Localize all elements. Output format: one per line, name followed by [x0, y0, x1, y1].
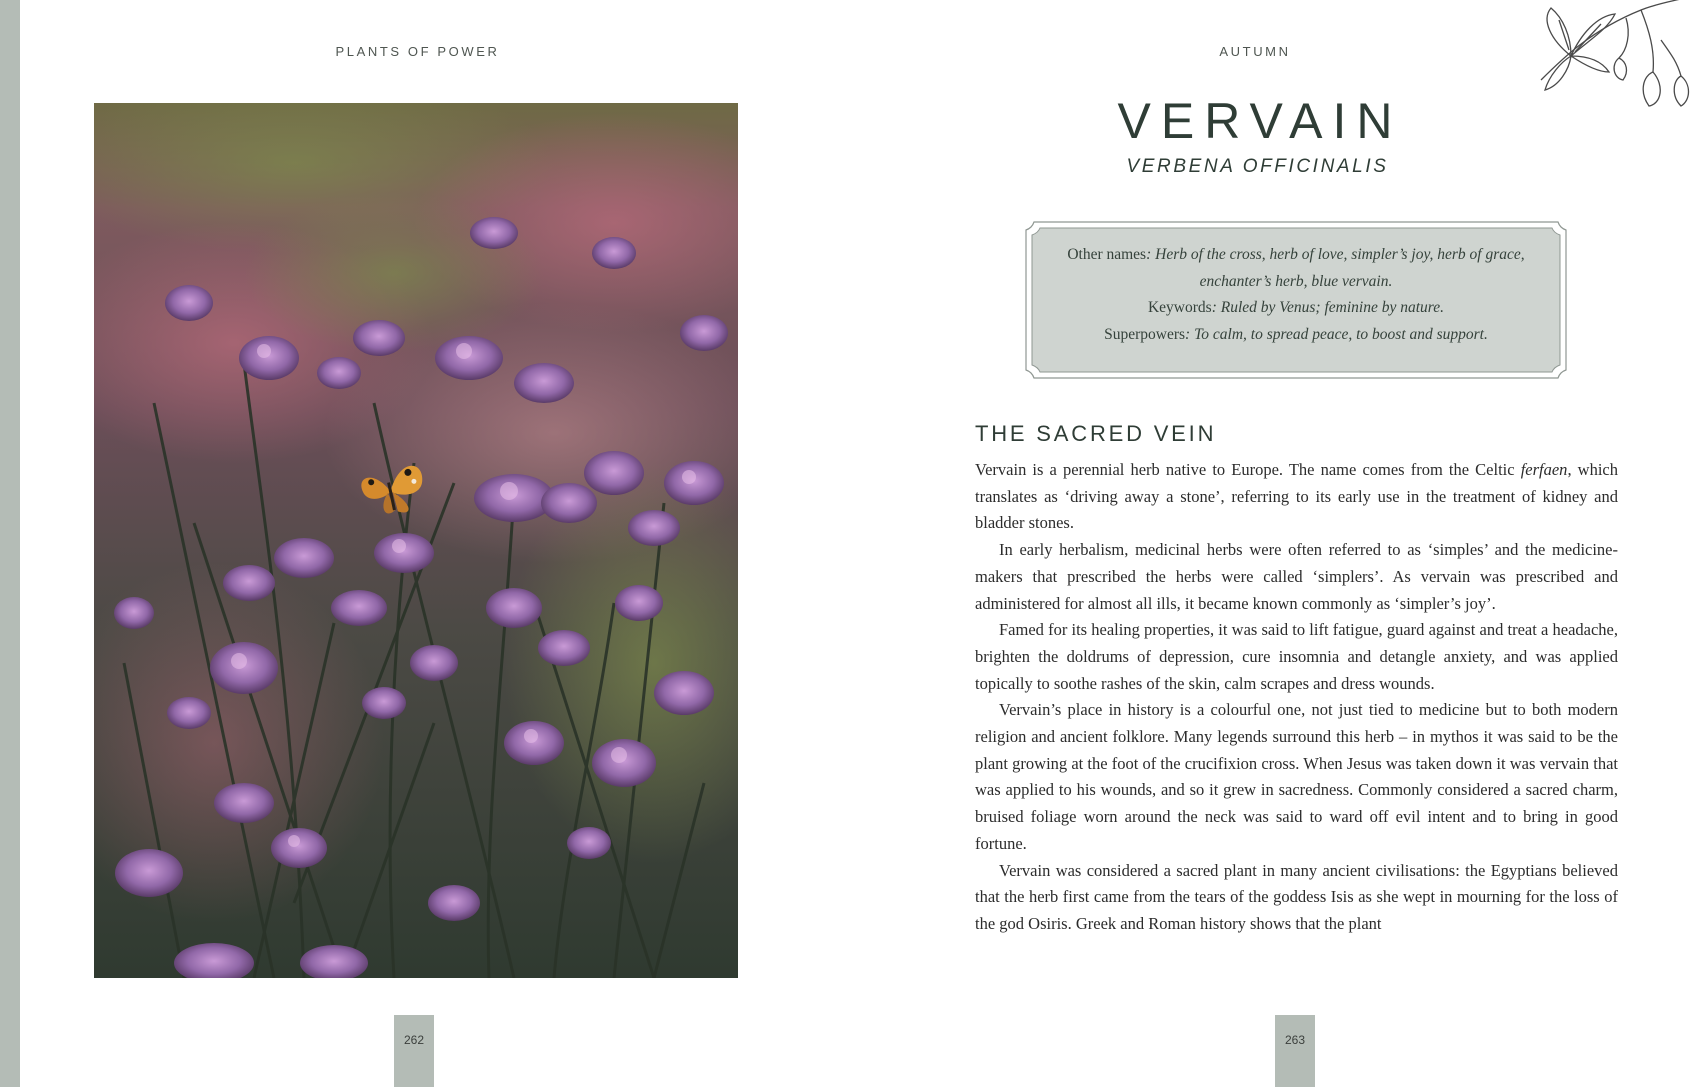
vervain-photo — [94, 103, 738, 978]
other-names-line — [1050, 242, 1542, 295]
book-spread — [20, 0, 1691, 1087]
paragraph-1-emphasis: ferfaen — [1520, 460, 1568, 479]
latin-name: VERBENA OFFICINALIS — [1126, 156, 1389, 177]
superpowers-value: : To calm, to spread peace, to boost and support. — [1185, 325, 1488, 343]
other-names-label: Other names — [1067, 246, 1147, 263]
body-text — [975, 457, 1618, 938]
right-page — [855, 0, 1691, 1087]
other-names-value: : Herb of the cross, herb of love, simpler’s joy, herb of grace, enchanter’s herb, blue vervain. — [1146, 246, 1525, 290]
page-number-left: 262 — [394, 1015, 434, 1087]
paragraph-1-start: Vervain is a perennial herb native to Europe. The name comes from the Celtic — [975, 460, 1521, 479]
info-box-text — [1050, 242, 1542, 348]
paragraph-5: Vervain was considered a sacred plant in many ancient civilisations: the Egyptians believed that the herb first came from the tears of the goddess Isis as she wept in mourning for the loss of the god Osiris. Greek and Roman history shows that the plant — [975, 860, 1618, 933]
paragraph-4: Vervain’s place in history is a colourful one, not just tied to medicine but to both modern religion and ancient folklore. Many legends surround this herb – in mythos it was said to be the plant growing at the foot of the crucifixion cross. When Jesus was taken down it was vervain that was applied to his wounds, and so it grew in sacredness. Commonly considered a sacred charm, bruised foliage worn around the neck was said to ward off evil intent and to bring in good fortune. — [975, 700, 1618, 853]
section-heading: THE SACRED VEIN — [975, 421, 1217, 446]
keywords-label: Keywords — [1147, 299, 1212, 316]
keywords-value: : Ruled by Venus; feminine by nature. — [1211, 299, 1444, 316]
plant-title: VERVAIN — [1117, 93, 1403, 149]
left-page — [20, 0, 855, 1087]
paragraph-3: Famed for its healing properties, it was said to lift fatigue, guard against and treat a headache, brighten the doldrums of depression, cure insomnia and detangle anxiety, and was applied topically to soothe rashes of the skin, calm scrapes and dress wounds. — [975, 620, 1618, 693]
page-number-right: 263 — [1275, 1015, 1315, 1087]
paragraph-1 — [975, 457, 1618, 537]
paragraph-1-end: , which translates as ‘driving away a stone’, referring to its early use in the treatment of kidney and bladder stones. — [975, 460, 1618, 533]
paragraph-2: In early herbalism, medicinal herbs were often referred to as ‘simples’ and the medicine-makers that prescribed the herbs were called ‘simplers’. As vervain was prescribed and administered for almost all ills, it became known commonly as ‘simpler’s joy’. — [975, 540, 1618, 613]
keywords-line — [1050, 295, 1542, 322]
info-box — [1020, 216, 1572, 384]
superpowers-label: Superpowers — [1104, 325, 1186, 343]
running-head-left: PLANTS OF POWER — [335, 44, 500, 59]
flower-field-image — [94, 103, 738, 978]
superpowers-line — [1050, 322, 1542, 349]
running-head-right: AUTUMN — [1219, 44, 1291, 59]
